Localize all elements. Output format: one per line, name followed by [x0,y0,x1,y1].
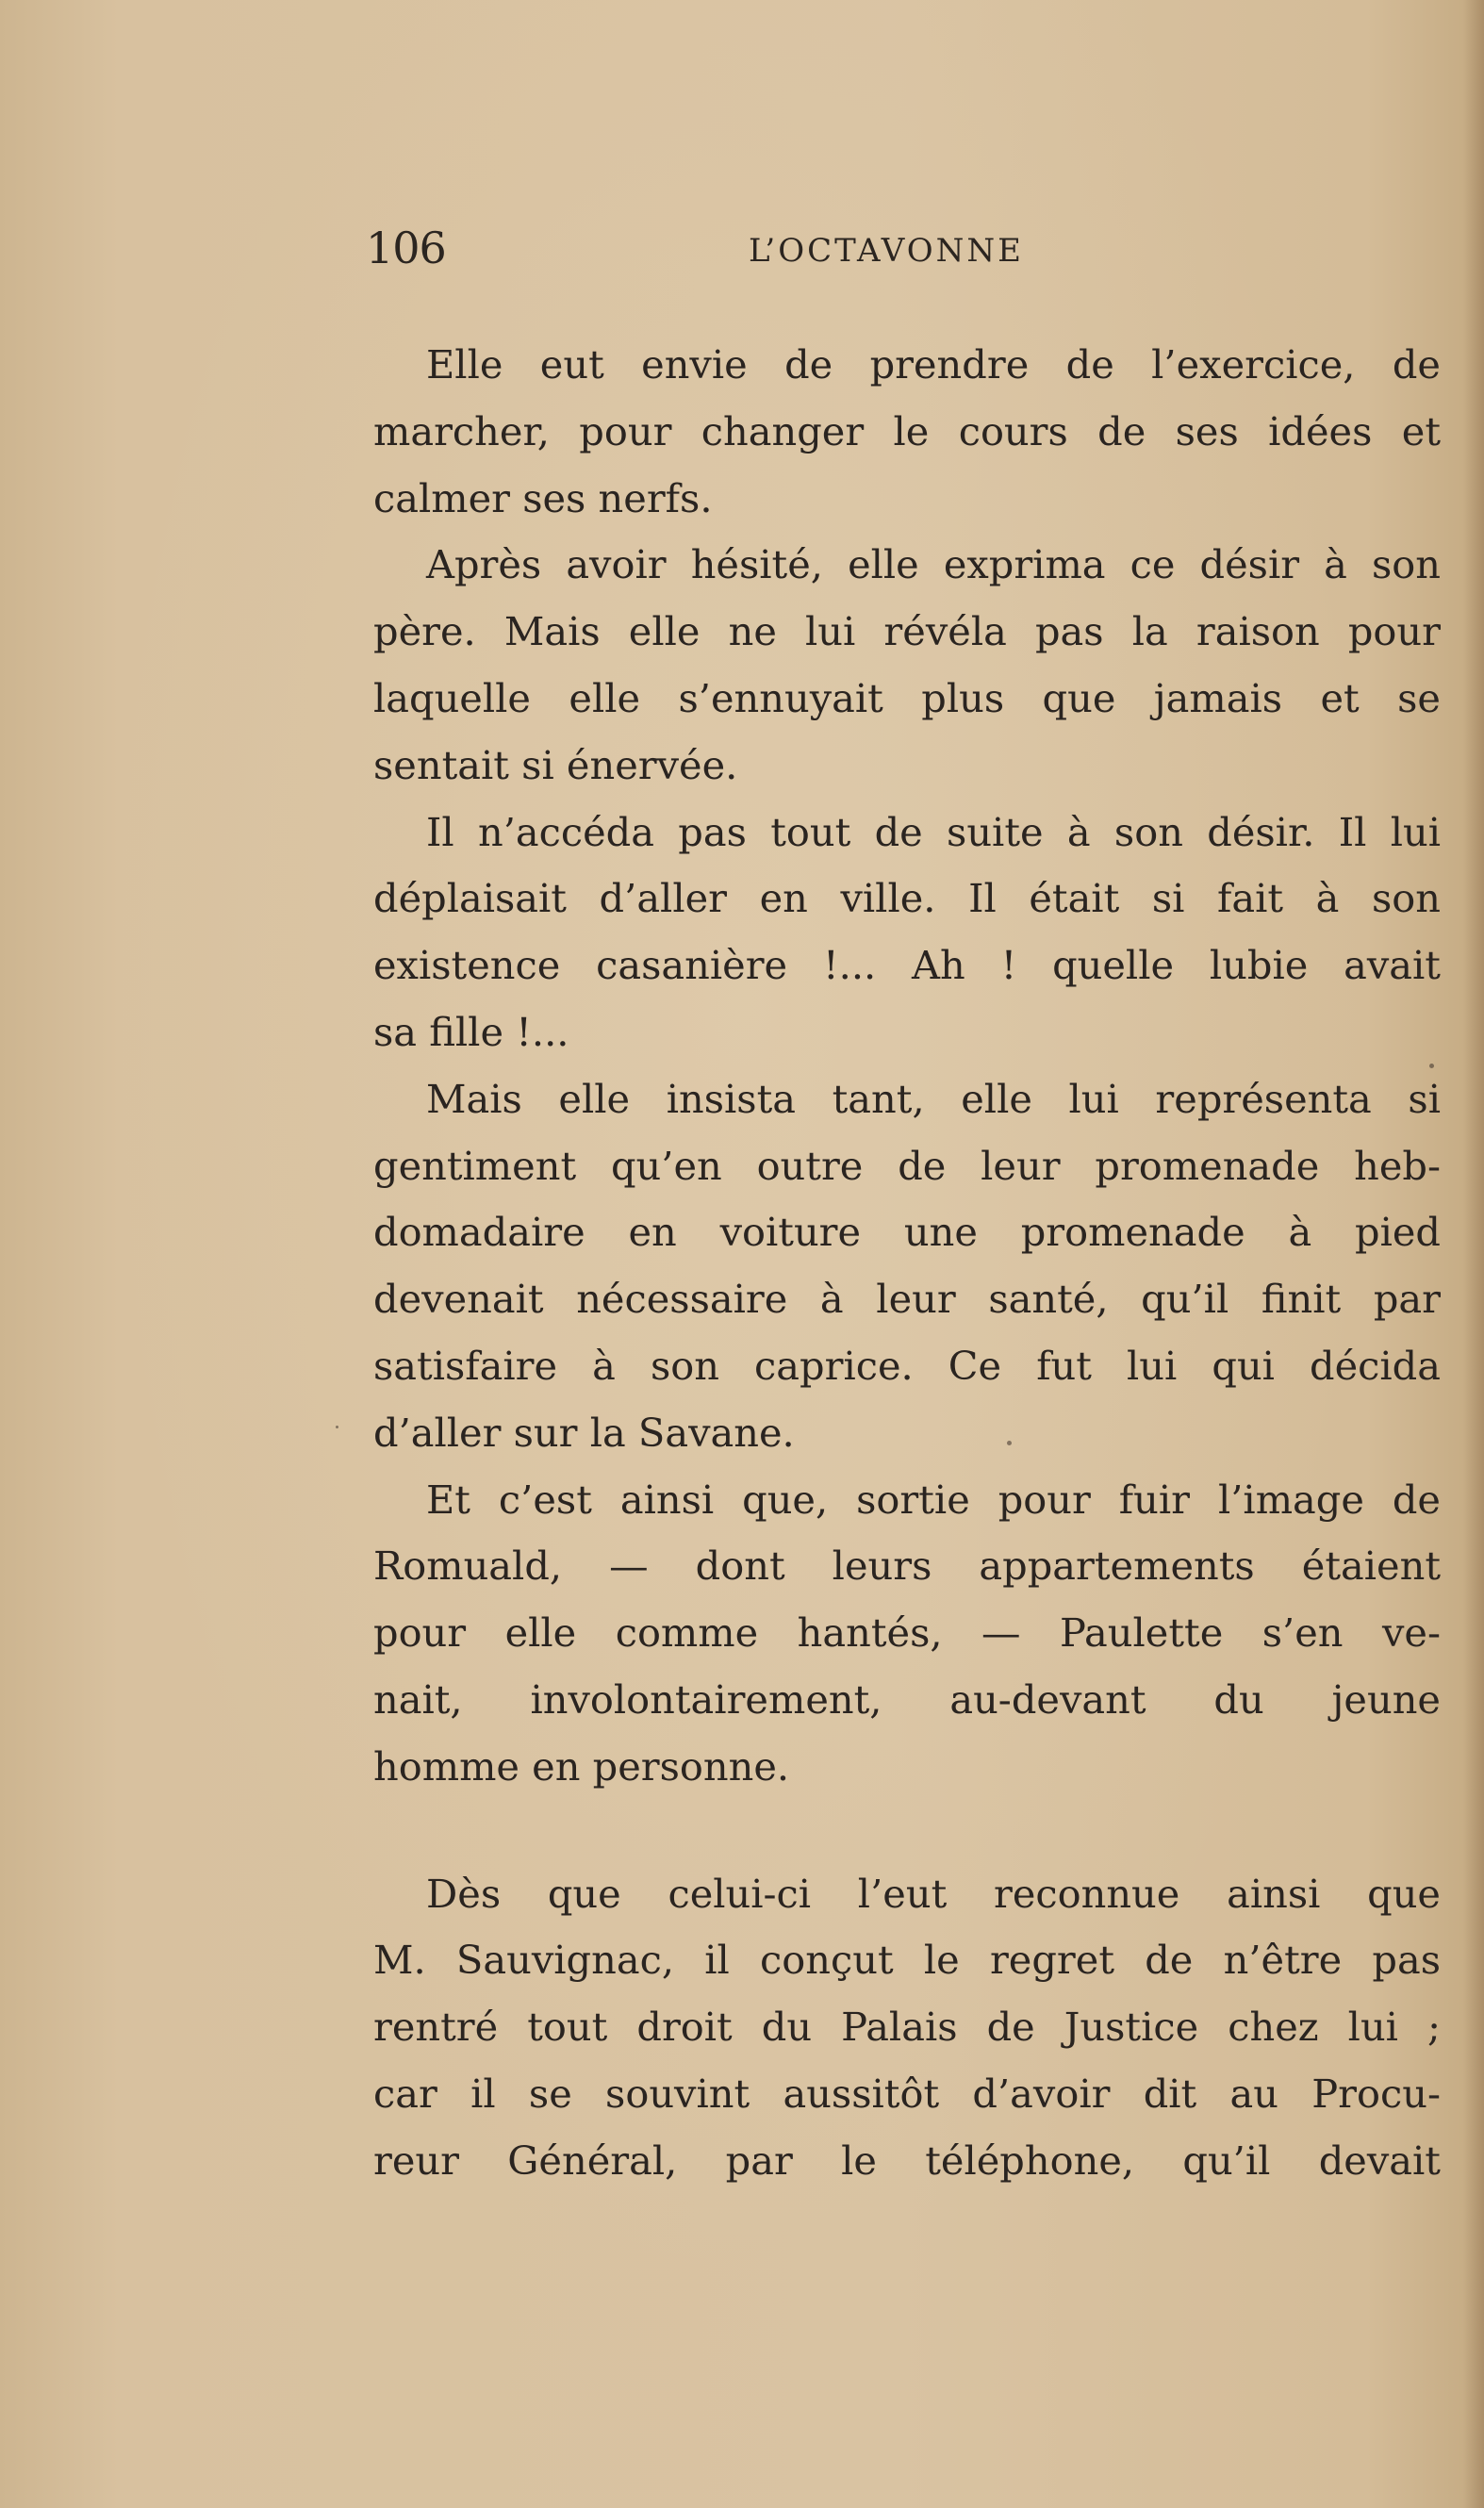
text-line: nait, involontairement, au-devant du jeune [373,1675,1441,1723]
text-line: pour elle comme hantés, — Paulette s’en ve- [373,1609,1441,1657]
text-line: existence casanière !... Ah ! quelle lubie avait [373,942,1441,989]
text-line: Dès que celui-ci l’eut reconnue ainsi que [426,1870,1441,1917]
text-line: père. Mais elle ne lui révéla pas la raison pour [373,608,1441,655]
text-line: déplaisait d’aller en ville. Il était si fait à son [373,875,1441,922]
paper-speck [1007,1441,1012,1445]
text-line: Mais elle insista tant, elle lui représenta si [426,1075,1441,1122]
page-header [366,223,1064,279]
page-edge-shadow [1463,0,1484,2508]
paper-speck [1429,1064,1434,1068]
paper-speck [336,1426,338,1428]
text-line: calmer ses nerfs. [373,474,713,521]
text-line: Romuald, — dont leurs appartements étaient [373,1543,1441,1590]
text-line: Elle eut envie de prendre de l’exercice, de [426,341,1441,388]
text-line: d’aller sur la Savane. [373,1409,795,1456]
body-text [373,332,1441,2195]
text-line: sa fille !... [373,1008,569,1055]
text-line: marcher, pour changer le cours de ses idées et [373,407,1441,454]
text-line: domadaire en voiture une promenade à pied [373,1209,1441,1256]
text-line: sentait si énervée. [373,741,738,788]
text-line: Et c’est ainsi que, sortie pour fuir l’image de [426,1476,1441,1523]
text-line: homme en personne. [373,1742,790,1790]
running-title: L’OCTAVONNE [749,232,1024,270]
section-break [373,1801,1441,1861]
text-line: devenait nécessaire à leur santé, qu’il finit par [373,1276,1441,1323]
text-line: laquelle elle s’ennuyait plus que jamais et se [373,674,1441,721]
page-number: 106 [366,223,446,273]
text-line: M. Sauvignac, il conçut le regret de n’être pas [373,1937,1441,1984]
text-line: reur Général, par le téléphone, qu’il devait [373,2137,1441,2184]
text-line: rentré tout droit du Palais de Justice chez lui ; [373,2004,1441,2051]
text-line: gentiment qu’en outre de leur promenade heb- [373,1142,1441,1189]
text-line: Il n’accéda pas tout de suite à son désir. Il lui [426,808,1441,855]
text-line: Après avoir hésité, elle exprima ce désir à son [426,541,1441,588]
text-line: car il se souvint aussitôt d’avoir dit au Procu- [373,2070,1441,2117]
text-line: satisfaire à son caprice. Ce fut lui qui décida [373,1342,1441,1389]
